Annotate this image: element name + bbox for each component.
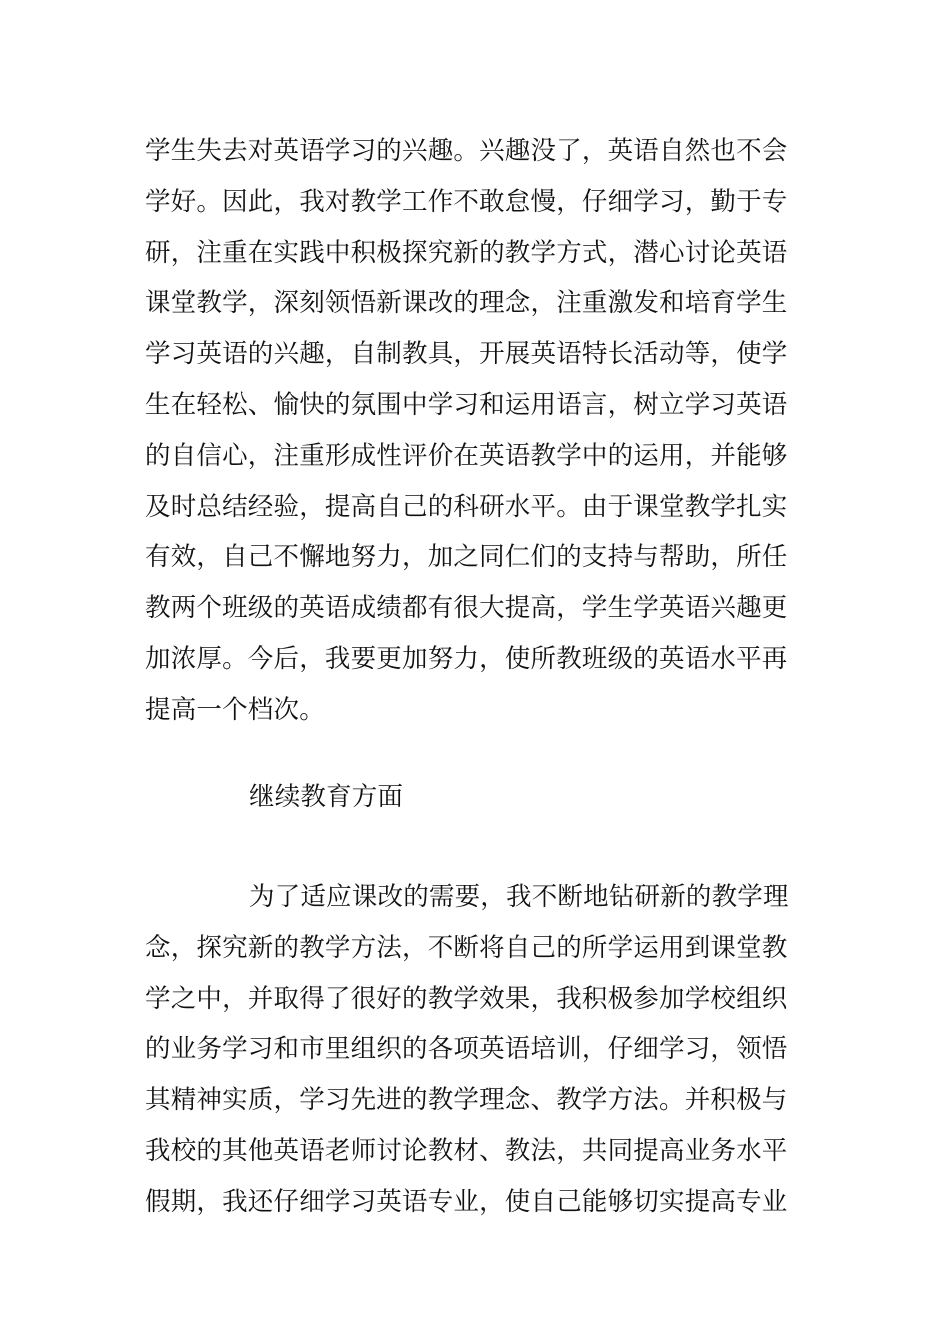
paragraph-line: 假期，我还仔细学习英语专业，使自己能够切实提高专业 [145,1186,788,1217]
paragraph-line: 教两个班级的英语成绩都有很大提高，学生学英语兴趣更 [145,593,788,624]
paragraph-line: 有效，自己不懈地努力，加之同仁们的支持与帮助，所任 [145,542,788,573]
paragraph-line: 研，注重在实践中积极探究新的教学方式，潜心讨论英语 [145,237,788,268]
paragraph-line: 的业务学习和市里组织的各项英语培训，仔细学习，领悟 [145,1034,788,1065]
paragraph-line: 我校的其他英语老师讨论教材、教法，共同提高业务水平 [145,1135,788,1166]
paragraph-line: 学好。因此，我对教学工作不敢怠慢，仔细学习，勤于专 [145,186,788,217]
paragraph-line: 其精神实质，学习先进的教学理念、教学方法。并积极与 [145,1085,788,1116]
section-heading-container [145,772,810,823]
paragraph-line: 学之中，并取得了很好的教学效果，我积极参加学校组织 [145,983,788,1014]
paragraph-line: 学习英语的兴趣，自制教具，开展英语特长活动等，使学 [145,339,788,370]
paragraph-teaching-work [145,126,810,736]
paragraph-line: 及时总结经验，提高自己的科研水平。由于课堂教学扎实 [145,491,788,522]
paragraph-line: 课堂教学，深刻领悟新课改的理念，注重激发和培育学生 [145,288,788,319]
paragraph-line: 学生失去对英语学习的兴趣。兴趣没了，英语自然也不会 [145,136,788,166]
section-heading: 继续教育方面 [249,782,404,812]
paragraph-line: 提高一个档次。 [145,694,325,725]
paragraph-line: 念，探究新的教学方法，不断将自己的所学运用到课堂教 [145,932,788,963]
paragraph-line: 为了适应课改的需要，我不断地钻研新的教学理 [249,882,789,912]
paragraph-line: 生在轻松、愉快的氛围中学习和运用语言，树立学习英语 [145,389,788,420]
paragraph-continuing-education [145,872,810,1228]
paragraph-line: 加浓厚。今后，我要更加努力，使所教班级的英语水平再 [145,643,788,674]
paragraph-line: 的自信心，注重形成性评价在英语教学中的运用，并能够 [145,440,788,471]
